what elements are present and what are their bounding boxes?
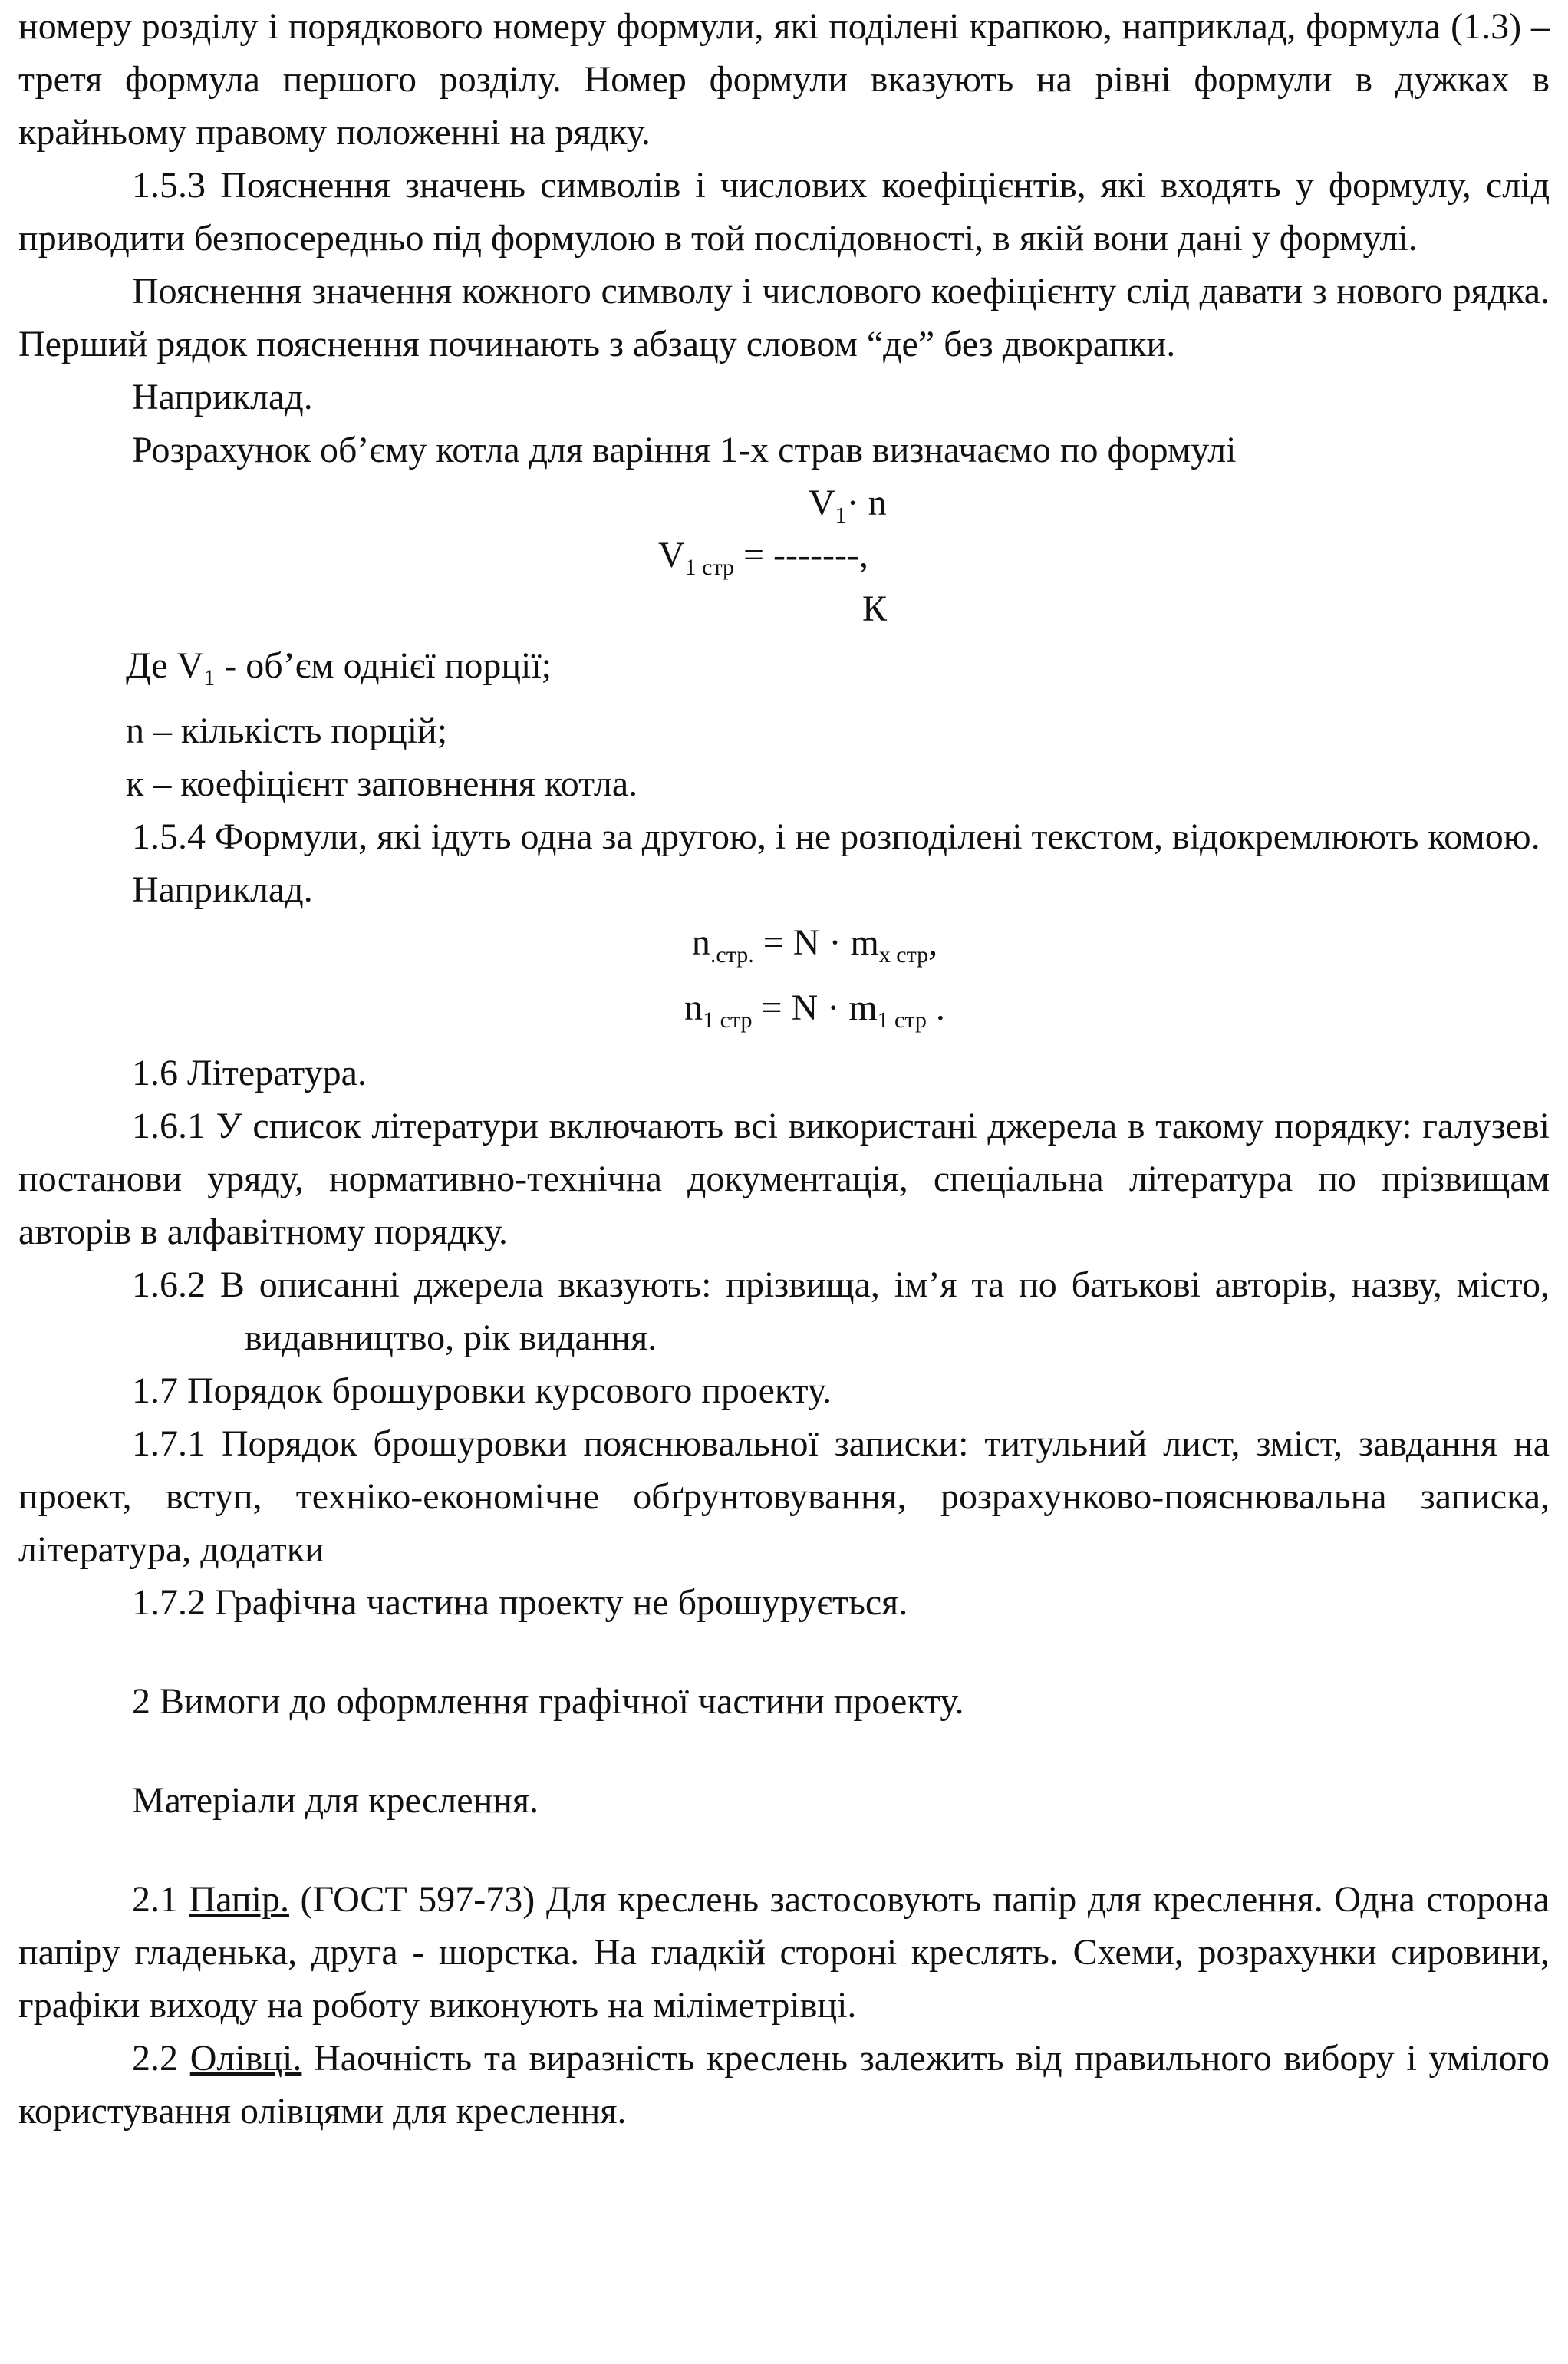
paragraph-1-6-1: 1.6.1 У список літератури включають всі використані джерела в такому порядку: галузеві постанови уряду, нормативно-технічна документація, спеціальна література по прізвищам авторів в алфавітному порядку. [18,1106,1550,1252]
legend-v1: Де $V_1$ - об’єм однієї порції; [126,645,552,691]
materials-heading: Матеріали для креслення. [132,1780,539,1821]
paragraph-1-7-1: 1.7.1 Порядок брошуровки пояснювальної записки: титульний лист, зміст, завдання на проект, вступ, техніко-економічне обґрунтовування, розрахунково-пояснювальна записка, література, додатки [18,1423,1550,1570]
kettle-volume-formula [18,476,1550,639]
paragraph-2-2: 2.2 Олівці. Наочність та виразність креслень залежить від правильного вибору і умілого користування олівцями для креслення. [18,2038,1550,2132]
heading-section-2: 2 Вимоги до оформлення графічної частини проекту. [132,1681,964,1722]
example-label-2: Наприклад. [132,869,313,910]
spacer [18,1629,1550,1675]
legend-k: к – коефіцієнт заповнення котла. [126,763,638,804]
formula-numerator: $V_1\cdot n$ [809,483,887,528]
paragraph-2-1: 2.1 Папір. (ГОСТ 597-73) Для креслень застосовують папір для креслення. Одна сторона папіру гладенька, друга - шорстка. На гладкій стороні креслять. Схеми, розрахунки сировини, графіки виходу на роботу виконують на міліметрівці. [18,1879,1550,2026]
paragraph-symbol-explanation: Пояснення значення кожного символу і числового коефіцієнту слід давати з нового рядка. Перший рядок пояснення починають з абзацу словом “де” без двокрапки. [18,271,1550,364]
formula-row-1: $n_{.стр.} = N \cdot m_{x стр}$, [691,922,938,968]
paragraph-formula-numbering: номеру розділу і порядкового номеру формули, які поділені крапкою, наприклад, формула (1.3) – третя формула першого розділу. Номер формули вказують на рівні формули в дужках в крайньому правому положенні на рядку. [18,6,1550,153]
spacer [18,1827,1550,1873]
spacer [18,1728,1550,1774]
term-paper: Папір. [189,1879,289,1920]
paragraph-1-5-3: 1.5.3 Пояснення значень символів і числових коефіцієнтів, які входять у формулу, слід приводити безпосередньо під формулою в той послідовності, в якій вони дані у формулі. [18,165,1550,259]
paragraph-1-6-2: 1.6.2 В описанні джерела вказують: прізвища, ім’я та по батькові авторів, назву, місто, видавництво, рік видання. [132,1264,1550,1358]
formula-pair [18,916,1550,1047]
legend-n: n – кількість порцій; [126,711,448,751]
paragraph-1-7-2: 1.7.2 Графічна частина проекту не брошурується. [132,1582,908,1623]
formula-denominator: К [862,589,888,629]
heading-1-7: 1.7 Порядок брошуровки курсового проекту. [132,1370,832,1411]
formula-lhs: $V_{1 стр}$ = -------, [658,535,868,580]
formula-legend [18,639,1550,810]
heading-1-6: 1.6 Література. [132,1053,367,1093]
paragraph-1-5-4: 1.5.4 Формули, які ідуть одна за другою, і не розподілені текстом, відокремлюють комою. [132,816,1540,857]
formula-row-2: $n_{1 стр} = N \cdot m_{1 стр}$ . [684,987,945,1033]
paragraph-kettle-volume: Розрахунок об’єму котла для варіння 1-х страв визначаємо по формулі [132,430,1237,470]
example-label: Наприклад. [132,377,313,417]
term-pencils: Олівці. [189,2038,302,2079]
